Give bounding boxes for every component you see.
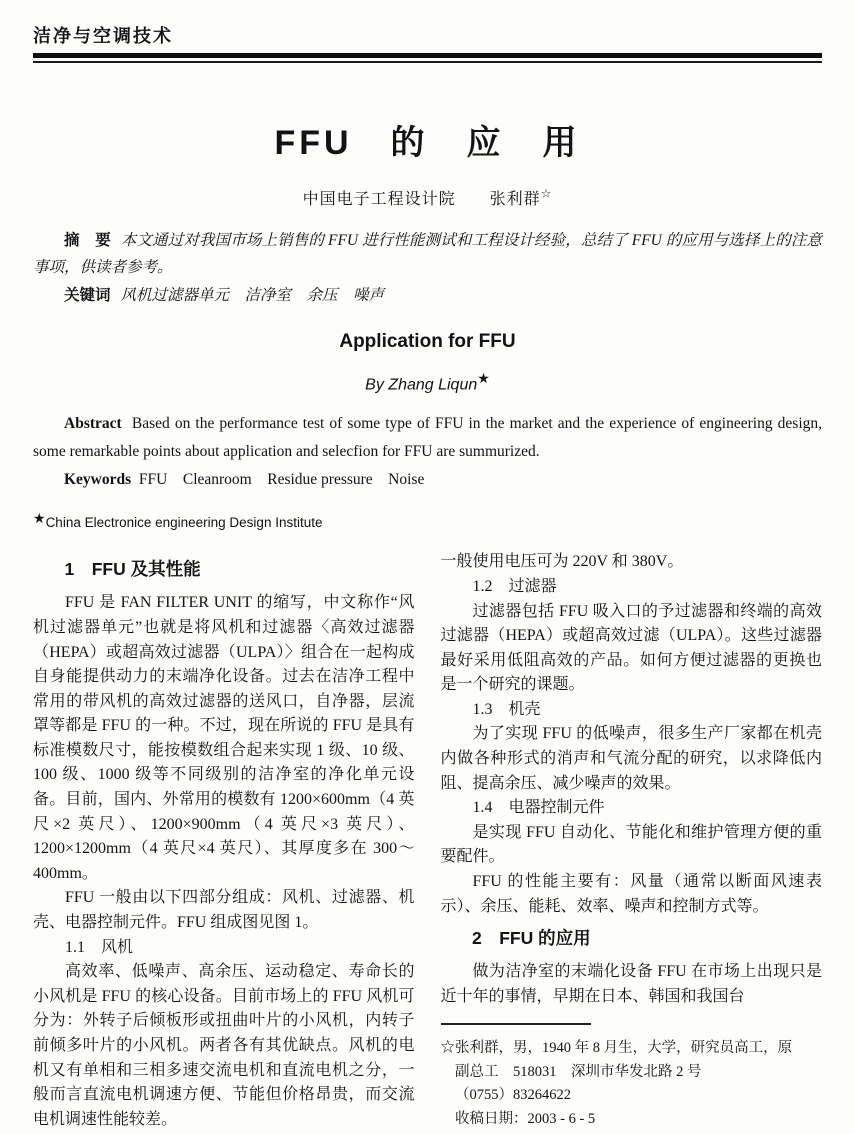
body-columns — [33, 550, 822, 1132]
section-1-heading: 1 FFU 及其性能 — [64, 559, 201, 580]
abstract-text-en: Based on the performance test of some type of FFU in the market and the experience of engineering design, some remarkable points about application and selecfion for FFU are summurized. — [33, 415, 823, 461]
right-column — [441, 550, 823, 1132]
paragraph: FFU 的性能主要有：风量（通常以断面风速表示）、余压、能耗、效率、噪声和控制方式等。 — [440, 873, 822, 915]
affiliation-footnote — [33, 510, 822, 530]
author-footnote-star-icon: ☆ — [540, 186, 553, 201]
footnote-line: 副总工 518031 深圳市华发北路 2 号 — [455, 1063, 702, 1080]
byline-star-icon: ★ — [477, 370, 490, 386]
byline-en — [33, 370, 822, 394]
keywords-label-zh: 关键词 — [64, 287, 111, 304]
paragraph: 高效率、低噪声、高余压、运动稳定、寿命长的小风机是 FFU 的核心设备。目前市场上的 FFU 风机可分为：外转子后倾板形或扭曲叶片的小风机，内转子前倾多叶片的小风机。两者各有其优缺点。风机的电机又有单相和三相多速交流电机和直流电机之分，一般而言直流电机调速方便、节能但价格昂贵，而交流电机调速性能较差。 — [33, 963, 415, 1128]
section-1-4-heading: 1.4 电器控制元件 — [472, 799, 605, 817]
section-1-1-heading: 1.1 风机 — [65, 938, 134, 956]
author-name: 张利群 — [489, 191, 541, 208]
left-column — [33, 550, 415, 1132]
abstract-text-zh: 本文通过对我国市场上销售的 FFU 进行性能测试和工程设计经验，总结了 FFU 的应用与选择上的注意事项，供读者参考。 — [33, 232, 822, 276]
journal-name: 洁净与空调技术 — [33, 26, 173, 46]
author-affiliation: 中国电子工程设计院 — [302, 191, 456, 208]
footnote-line: 收稿日期：2003 - 6 - 5 — [455, 1110, 596, 1127]
keywords-en — [33, 466, 822, 494]
paragraph: 为了实现 FFU 的低噪声，很多生产厂家都在机壳内做各种形式的消声和气流分配的研究，以求降低内阻、提高余压、减少噪声的效果。 — [440, 725, 822, 792]
section-1-3-heading: 1.3 机壳 — [472, 700, 541, 718]
paragraph: 是实现 FFU 自动化、节能化和维护管理方便的重要配件。 — [440, 823, 822, 866]
abstract-label-zh: 摘 要 — [64, 232, 111, 249]
affiliation-text: China Electronice engineering Design Institute — [45, 515, 323, 531]
article-title: FFU 的 应 用 — [274, 124, 581, 162]
footnote-line: （0755）83264622 — [455, 1087, 571, 1104]
author-footnote-block — [441, 1023, 823, 1131]
paragraph: FFU 是 FAN FILTER UNIT 的缩写，中文称作“风机过滤器单元”也就是将风机和过滤器〈高效过滤器（HEPA）或超高效过滤器（ULPA）〉组合在一起构成自身能提供动力的末端净化设备。过去在洁净工程中常用的带风机的高效过滤器的送风口，自净器，层流罩等都是 FFU 的一种。不过，现在所说的 FFU 是具有标准模数尺寸，能按模数组合起来实现 1 级、10 级、100 级、1000 级等不同级别的洁净室的净化单元设备。目前，国内、外常用的模数有 1200×600mm（4 英尺×2 英尺）、1200×900mm（4 英尺×3 英尺）、1200×1200mm（4 英尺×4 英尺）、其厚度多在 300～400mm。 — [33, 594, 415, 882]
paragraph: 做为洁净室的末端化设备 FFU 在市场上出现只是近十年的事情，早期在日本、韩国和我国台 — [440, 963, 822, 1005]
footnote-line: ☆张利群，男，1940 年 8 月生，大学，研究员高工，原 — [440, 1040, 793, 1057]
masthead-rule-thick — [33, 53, 822, 58]
paragraph: 一般使用电压可为 220V 和 380V。 — [440, 553, 684, 571]
keywords-label-en: Keywords — [64, 471, 132, 489]
author-line — [33, 186, 822, 209]
footnote-rule — [441, 1023, 591, 1025]
abstract-zh — [33, 227, 822, 281]
affiliation-star-icon: ★ — [33, 510, 46, 527]
journal-masthead — [33, 22, 822, 63]
paragraph: FFU 一般由以下四部分组成：风机、过滤器、机壳、电器控制元件。FFU 组成图见图 1。 — [33, 889, 415, 932]
keywords-text-en: FFU Cleanroom Residue pressure Noise — [138, 471, 425, 489]
keywords-text-zh: 风机过滤器单元 洁净室 余压 噪声 — [120, 287, 385, 304]
section-1-2-heading: 1.2 过滤器 — [472, 577, 557, 595]
section-2-heading: 2 FFU 的应用 — [472, 928, 591, 949]
abstract-en — [33, 410, 822, 466]
article-title-en: Application for FFU — [339, 331, 516, 352]
byline-text-en: By Zhang Liqun — [365, 376, 478, 394]
abstract-label-en: Abstract — [64, 415, 122, 433]
keywords-zh — [33, 282, 822, 309]
masthead-rule-thin — [33, 61, 822, 63]
paragraph: 过滤器包括 FFU 吸入口的予过滤器和终端的高效过滤器（HEPA）或超高效过滤（ULPA）。这些过滤器最好采用低阻高效的产品。如何方便过滤器的更换也是一个研究的课题。 — [440, 602, 822, 694]
